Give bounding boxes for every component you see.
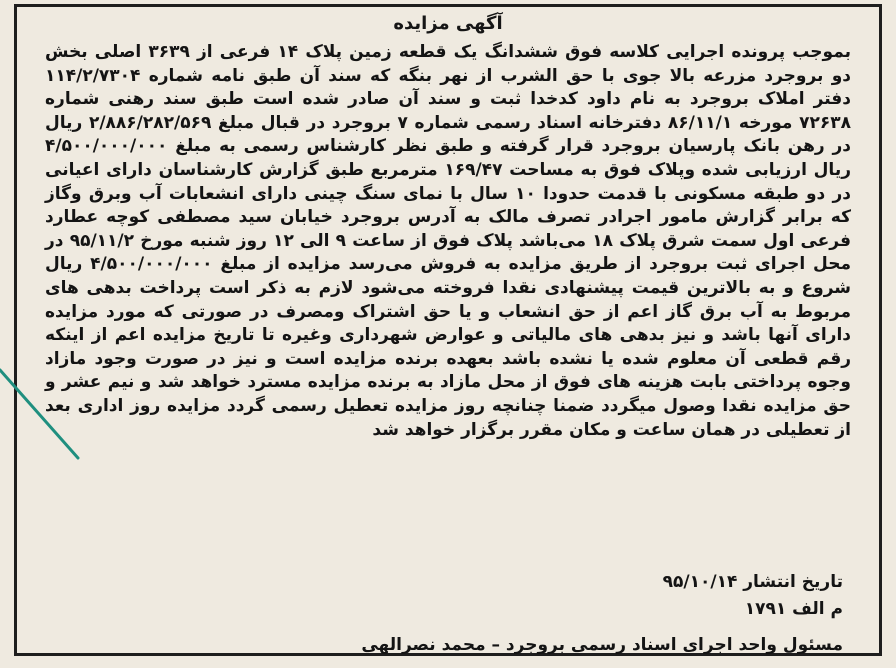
publish-date: تاریخ انتشار ۹۵/۱۰/۱۴ bbox=[662, 572, 843, 592]
notice-code: م الف ۱۷۹۱ bbox=[744, 599, 843, 619]
pen-mark-line bbox=[0, 340, 80, 480]
notice-title: آگهی مزایده bbox=[393, 13, 503, 34]
notice-border bbox=[14, 4, 882, 656]
notice-paragraph: بموجب پرونده اجرایی کلاسه فوق ششدانگ یک قطعه زمین پلاک ۱۴ فرعی از ۳۶۳۹ اصلی بخش دو بروجرد مزرعه بالا جوی با حق الشرب از نهر بنگه که سند آن طبق نامه شماره ۱۱۴/۲/۷۳۰۴ دفتر املاک بروجرد به نام داود کدخدا ثبت و سند آن صادر شده است طبق سند رهنی شماره ۷۲۶۳۸ مورخه ۸۶/۱۱/۱ دفترخانه اسناد رسمی شماره ۷ بروجرد در قبال مبلغ ۲/۸۸۶/۲۸۲/۵۶۹ ریال در رهن بانک پارسیان بروجرد قرار گرفته و طبق نظر کارشناس رسمی به مبلغ ۴/۵۰۰/۰۰۰/۰۰۰ ریال ارزیابی شده وپلاک فوق به مساحت ۱۶۹/۴۷ مترمربع طبق گزارش کارشناسان دارای اعیانی در دو طبقه مسکونی با قدمت حدودا ۱۰ سال با نمای سنگ چینی دارای انشعابات آب وبرق وگاز که برابر گزارش مامور اجرادر تصرف مالک به آدرس بروجرد خیابان سید مصطفی کوچه عطارد فرعی اول سمت شرق پلاک ۱۸ می‌باشد پلاک فوق از ساعت ۹ الی ۱۲ روز شنبه مورخ ۹۵/۱۱/۲ در محل اجرای ثبت بروجرد از طریق مزایده به فروش می‌رسد مزایده از مبلغ ۴/۵۰۰/۰۰۰/۰۰۰ ریال شروع و به بالاترین قیمت پیشنهادی نقدا فروخته می‌شود لازم به ذکر است پرداخت بدهی های مربوط به آب برق گاز اعم از حق انشعاب و یا حق اشتراک ومصرف در صورتی که مورد مزایده دارای آنها باشد و نیز بدهی های مالیاتی و عوارض شهرداری وغیره تا تاریخ مزایده اعم از اینکه رقم قطعی آن معلوم شده یا نشده باشد بعهده برنده مزایده است و نیز در صورت وجود مازاد وجوه پرداختی بابت هزینه های فوق از محل مازاد به برنده مزایده مسترد خواهد شد و نیم عشر و حق مزایده نقدا وصول میگردد ضمنا چنانچه روز مزایده تعطیل رسمی گردد مزایده روز اداری بعد از تعطیلی در همان ساعت و مکان مقرر برگزار خواهد شد bbox=[45, 42, 851, 440]
notice-body bbox=[45, 41, 851, 442]
signature-line: مسئول واحد اجرای اسناد رسمی بروجرد – محمد نصرالهی bbox=[361, 635, 843, 655]
